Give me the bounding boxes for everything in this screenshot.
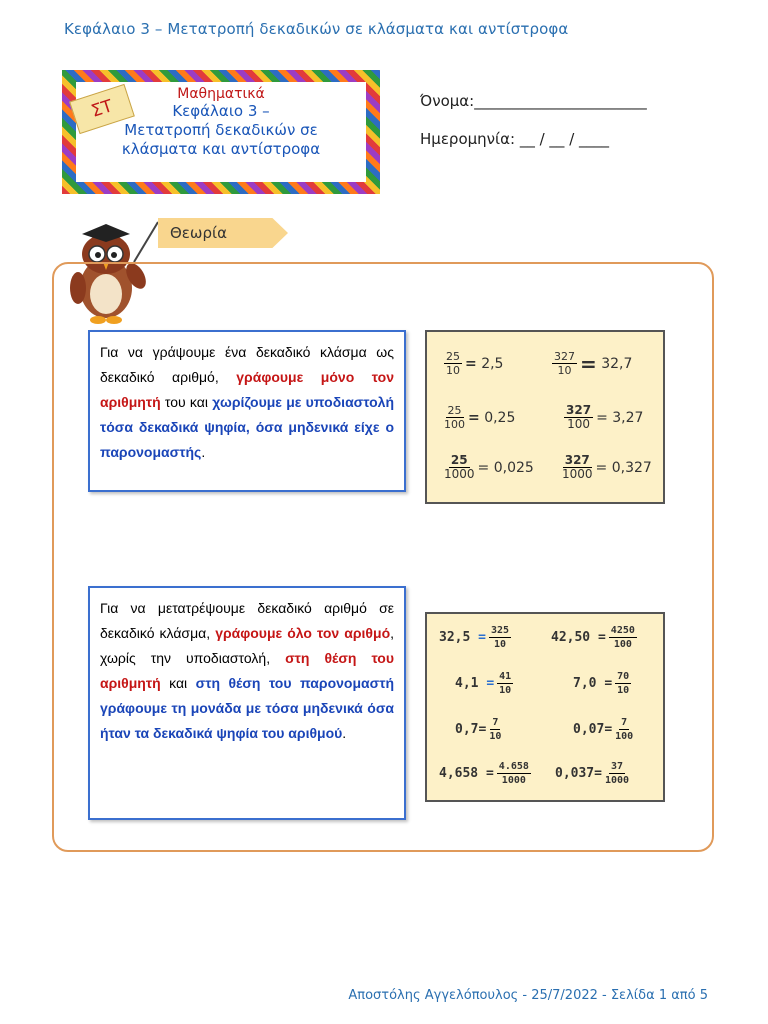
date-field: Ημερομηνία: __ / __ / ____ xyxy=(420,130,610,148)
example3-row: $\frac{25}{1000}$ = 0,025 xyxy=(444,453,534,481)
grade-badge: ΣΤ xyxy=(69,84,135,134)
chapter-header: Κεφάλαιο 3 – Μετατροπή δεκαδικών σε κλάσματα και αντίστροφα xyxy=(64,20,569,38)
rule2-highlight-blue: στη θέση του παρονομαστή γράφουμε τη μονάδα με τόσα μηδενικά όσα ήταν τα δεκαδικά ψηφία του αριθμού xyxy=(100,675,395,741)
conv-row-3a: 0,7 = $\frac{7}{10}$ xyxy=(455,717,502,742)
title-chapter: Κεφάλαιο 3 – xyxy=(172,102,270,120)
example2-row-b: $\frac{327}{100}$ = 3,27 xyxy=(566,403,644,431)
theory-label: Θεωρία xyxy=(170,224,227,242)
rule1-text: Για να γράψουμε ένα δεκαδικό κλάσμα ως δεκαδικό αριθμό, xyxy=(100,344,394,385)
rule1-highlight-red: γράφουμε μόνο τον αριθμητή xyxy=(100,369,394,410)
rule1-end: . xyxy=(201,444,206,460)
example3-row-b: $\frac{327}{1000}$ = 0,327 xyxy=(562,453,652,481)
rule2-highlight-red-2: στη θέση του αριθμητή xyxy=(100,650,394,691)
page-footer: Αποστόλης Αγγελόπουλος - 25/7/2022 - Σελίδα 1 από 5 xyxy=(348,988,708,1003)
title-topic-line1: Μετατροπή δεκαδικών σε xyxy=(124,121,318,139)
conv-row-4b: 0,037 = $\frac{37}{1000}$ xyxy=(555,761,630,786)
name-field: Όνομα:_______________________ xyxy=(420,92,647,110)
examples-fraction-to-decimal xyxy=(425,330,665,504)
rule1-text-2: του και xyxy=(160,394,213,410)
conv-row-2a: 4,1 = $\frac{41}{10}$ xyxy=(455,671,512,696)
rule2-text-2: , χωρίς την υποδιαστολή, xyxy=(100,625,395,666)
conv-row-2b: 7,0 = $\frac{70}{10}$ xyxy=(573,671,630,696)
title-subject: Μαθηματικά xyxy=(177,86,265,102)
rule2-highlight-red: γράφουμε όλο τον αριθμό xyxy=(215,625,391,641)
rule2-text-3: και xyxy=(160,675,196,691)
conv-row-1a: 32,5 = $\frac{325}{10}$ xyxy=(439,625,510,650)
example1-row: $\frac{25}{10}$ = 2,5 xyxy=(446,350,504,377)
rule-decimal-to-decimal-fraction xyxy=(88,586,406,820)
conv-row-3b: 0,07 = $\frac{7}{100}$ xyxy=(573,717,634,742)
example2-row: $\frac{25}{100}$ = 0,25 xyxy=(444,404,516,431)
rule-decimal-fraction-to-decimal xyxy=(88,330,406,492)
example1-row-b: $\frac{327}{10}$ = 32,7 xyxy=(554,350,633,377)
conv-row-1b: 42,50 = $\frac{4250}{100}$ xyxy=(551,625,635,650)
rule2-end: . xyxy=(342,725,347,741)
rule2-text: Για να μετατρέψουμε δεκαδικό αριθμό σε δεκαδικό κλάσμα, xyxy=(100,600,394,641)
examples-decimal-to-fraction xyxy=(425,612,665,802)
title-topic-line2: κλάσματα και αντίστροφα xyxy=(121,140,321,158)
rule1-highlight-blue: χωρίζουμε με υποδιαστολή τόσα δεκαδικά ψηφία, όσα μηδενικά είχε ο παρονομαστής xyxy=(100,394,395,460)
conv-row-4a: 4,658 = $\frac{4.658}{1000}$ xyxy=(439,761,529,786)
